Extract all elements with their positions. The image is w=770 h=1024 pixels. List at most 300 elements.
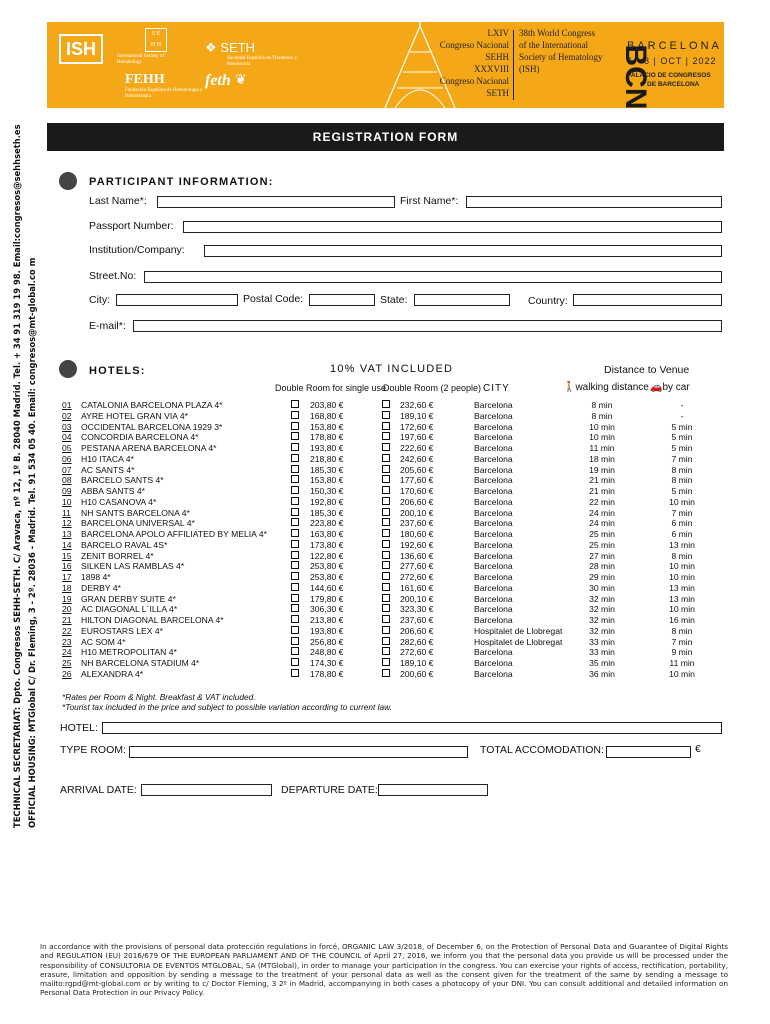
hotel-city: Barcelona bbox=[474, 550, 513, 561]
single-room-checkbox[interactable] bbox=[291, 432, 299, 440]
hotel-name: H10 CASANOVA 4* bbox=[81, 496, 157, 507]
single-room-checkbox[interactable] bbox=[291, 400, 299, 408]
double-price: 200,60 € bbox=[400, 668, 434, 679]
hotel-number: 07 bbox=[62, 464, 72, 475]
ish-subtitle: International Society of Hematology bbox=[117, 54, 165, 65]
hotel-name: AC SOM 4* bbox=[81, 636, 126, 647]
car-time: 10 min bbox=[669, 572, 695, 582]
arrival-date-field[interactable] bbox=[141, 784, 272, 796]
hotel-city: Barcelona bbox=[474, 475, 513, 486]
hotel-city: Barcelona bbox=[474, 518, 513, 529]
double-room-checkbox[interactable] bbox=[382, 411, 390, 419]
hotel-number: 22 bbox=[62, 625, 72, 636]
hotel-city: Barcelona bbox=[474, 410, 513, 421]
car-time: - bbox=[680, 400, 684, 410]
double-price: 206,60 € bbox=[400, 496, 434, 507]
car-time: 7 min bbox=[671, 507, 693, 518]
single-price: 193,80 € bbox=[310, 625, 344, 636]
hotel-number: 23 bbox=[62, 636, 72, 647]
country-field[interactable] bbox=[573, 294, 722, 306]
double-room-checkbox[interactable] bbox=[382, 454, 390, 462]
double-price: 170,60 € bbox=[400, 486, 434, 496]
double-room-checkbox[interactable] bbox=[382, 594, 390, 602]
car-time: 7 min bbox=[671, 636, 693, 647]
hotel-name: CATALONIA BARCELONA PLAZA 4* bbox=[81, 400, 223, 410]
hotel-name: BARCELONA APOLO AFFILIATED BY MELIA 4* bbox=[81, 529, 267, 539]
car-time: 8 min bbox=[671, 550, 693, 561]
hotel-city: Barcelona bbox=[474, 507, 513, 518]
hotel-name: BARCELO SANTS 4* bbox=[81, 475, 164, 486]
hotel-number: 19 bbox=[62, 593, 72, 604]
walk-time: 11 min bbox=[589, 443, 615, 453]
col-single-header: Double Room for single use bbox=[275, 383, 387, 393]
world-congress-line1: 38th World Congress bbox=[519, 28, 596, 38]
hotel-number: 20 bbox=[62, 604, 72, 615]
hotel-city: Barcelona bbox=[474, 486, 513, 496]
venue-line2: DE BARCELONA bbox=[647, 81, 700, 88]
hotel-number: 14 bbox=[62, 539, 72, 550]
city-label: BARCELONA bbox=[627, 40, 722, 52]
single-room-checkbox[interactable] bbox=[291, 497, 299, 505]
double-room-checkbox[interactable] bbox=[382, 465, 390, 473]
hotel-number: 03 bbox=[62, 421, 72, 432]
car-time: 6 min bbox=[671, 529, 693, 539]
hotel-number: 24 bbox=[62, 647, 72, 658]
double-room-checkbox[interactable] bbox=[382, 400, 390, 408]
hotel-name: HILTON DIAGONAL BARCELONA 4* bbox=[81, 615, 224, 625]
hotel-city: Barcelona bbox=[474, 615, 513, 625]
walk-time: 33 min bbox=[589, 636, 615, 647]
hotel-name: SILKEN LAS RAMBLAS 4* bbox=[81, 561, 185, 572]
hotel-number: 13 bbox=[62, 529, 72, 539]
total-accommodation-field[interactable] bbox=[606, 746, 691, 758]
single-room-checkbox[interactable] bbox=[291, 443, 299, 451]
city-field[interactable] bbox=[116, 294, 238, 306]
hotel-name: OCCIDENTAL BARCELONA 1929 3* bbox=[81, 421, 223, 432]
ish-logo: ISH bbox=[59, 34, 103, 64]
walk-time: 25 min bbox=[589, 539, 615, 550]
hotel-label: HOTEL: bbox=[60, 722, 98, 734]
single-price: 173,80 € bbox=[310, 539, 344, 550]
hotel-city: Barcelona bbox=[474, 453, 513, 464]
type-room-field[interactable] bbox=[129, 746, 468, 758]
hotel-name: AYRE HOTEL GRAN VIA 4* bbox=[81, 410, 188, 421]
walk-time: 21 min bbox=[589, 486, 615, 496]
email-field[interactable] bbox=[133, 320, 722, 332]
participant-heading: PARTICIPANT INFORMATION: bbox=[89, 176, 274, 188]
single-price: 253,80 € bbox=[310, 561, 344, 572]
car-time: 13 min bbox=[669, 582, 695, 593]
feth-logo: feth bbox=[205, 72, 231, 89]
institution-field[interactable] bbox=[204, 245, 722, 257]
congress-header bbox=[47, 22, 724, 108]
double-price: 272,60 € bbox=[400, 647, 434, 658]
single-room-checkbox[interactable] bbox=[291, 486, 299, 494]
car-time: 5 min bbox=[671, 421, 693, 432]
hotel-name: H10 METROPOLITAN 4* bbox=[81, 647, 177, 658]
hotel-city: Barcelona bbox=[474, 582, 513, 593]
double-price: 161,60 € bbox=[400, 582, 434, 593]
walk-time: 32 min bbox=[589, 625, 615, 636]
single-price: 122,80 € bbox=[310, 550, 344, 561]
walk-time: 32 min bbox=[589, 593, 615, 604]
bed-icon bbox=[59, 360, 77, 378]
departure-date-label: DEPARTURE DATE: bbox=[281, 784, 378, 796]
hotel-number: 17 bbox=[62, 572, 72, 582]
col-walk-label: walking distance bbox=[575, 382, 649, 393]
hotel-number: 15 bbox=[62, 550, 72, 561]
hotel-city: Barcelona bbox=[474, 421, 513, 432]
passport-label: Passport Number: bbox=[89, 220, 174, 232]
first-name-field[interactable] bbox=[466, 196, 722, 208]
col-double-header: Double Room (2 people) bbox=[383, 383, 482, 393]
double-room-checkbox[interactable] bbox=[382, 497, 390, 505]
double-price: 232,60 € bbox=[400, 400, 434, 410]
single-price: 253,80 € bbox=[310, 572, 344, 582]
hotel-city: Barcelona bbox=[474, 464, 513, 475]
single-price: 223,80 € bbox=[310, 518, 344, 529]
hotel-number: 10 bbox=[62, 496, 72, 507]
single-room-checkbox[interactable] bbox=[291, 518, 299, 526]
hotel-city: Barcelona bbox=[474, 443, 513, 453]
passport-field[interactable] bbox=[183, 221, 722, 233]
vat-included-label: 10% VAT INCLUDED bbox=[330, 363, 454, 375]
hotel-city: Barcelona bbox=[474, 561, 513, 572]
double-room-checkbox[interactable] bbox=[382, 508, 390, 516]
walk-time: 32 min bbox=[589, 604, 615, 615]
double-room-checkbox[interactable] bbox=[382, 626, 390, 634]
currency-symbol: € bbox=[695, 743, 701, 755]
hotel-number: 21 bbox=[62, 615, 72, 625]
fehh-logo: FEHH bbox=[125, 72, 165, 87]
hotel-city: Barcelona bbox=[474, 572, 513, 582]
single-price: 168,80 € bbox=[310, 410, 344, 421]
double-room-checkbox[interactable] bbox=[382, 561, 390, 569]
hotel-number: 04 bbox=[62, 432, 72, 443]
double-room-checkbox[interactable] bbox=[382, 647, 390, 655]
hotel-city: Hospitalet de Llobregat bbox=[474, 636, 563, 647]
total-accommodation-label: TOTAL ACCOMODATION: bbox=[480, 744, 604, 756]
last-name-field[interactable] bbox=[157, 196, 395, 208]
double-price: 189,10 € bbox=[400, 410, 434, 421]
single-price: 192,80 € bbox=[310, 496, 344, 507]
single-room-checkbox[interactable] bbox=[291, 551, 299, 559]
double-price: 189,10 € bbox=[400, 658, 434, 668]
hotel-field[interactable] bbox=[102, 722, 722, 734]
double-price: 277,60 € bbox=[400, 561, 434, 572]
hotel-number: 06 bbox=[62, 453, 72, 464]
double-room-checkbox[interactable] bbox=[382, 669, 390, 677]
car-time: 5 min bbox=[671, 486, 693, 496]
double-price: 200,10 € bbox=[400, 507, 434, 518]
single-room-checkbox[interactable] bbox=[291, 647, 299, 655]
hotel-number: 16 bbox=[62, 561, 72, 572]
hotel-name: ABBA SANTS 4* bbox=[81, 486, 146, 496]
single-room-checkbox[interactable] bbox=[291, 454, 299, 462]
double-room-checkbox[interactable] bbox=[382, 637, 390, 645]
double-price: 237,60 € bbox=[400, 518, 434, 529]
xxxviii-label: XXXVIII bbox=[474, 64, 509, 74]
walk-time: 8 min bbox=[591, 410, 613, 421]
single-price: 144,60 € bbox=[310, 582, 344, 593]
form-title: REGISTRATION FORM bbox=[47, 123, 724, 151]
hotel-city: Barcelona bbox=[474, 647, 513, 658]
single-price: 163,80 € bbox=[310, 529, 344, 539]
walk-time: 8 min bbox=[591, 400, 613, 410]
single-room-checkbox[interactable] bbox=[291, 626, 299, 634]
single-price: 178,80 € bbox=[310, 668, 344, 679]
car-icon: 🚗 bbox=[650, 382, 663, 393]
double-price: 200,10 € bbox=[400, 593, 434, 604]
single-room-checkbox[interactable] bbox=[291, 658, 299, 666]
single-price: 174,30 € bbox=[310, 658, 344, 668]
double-price: 242,60 € bbox=[400, 453, 434, 464]
feth-leaf-icon: ❦ bbox=[235, 73, 247, 88]
world-congress-line2: of the International bbox=[519, 40, 588, 50]
email-label: E-mail*: bbox=[89, 320, 126, 332]
car-time: 11 min bbox=[669, 658, 695, 668]
double-price: 180,60 € bbox=[400, 529, 434, 539]
single-price: 179,80 € bbox=[310, 593, 344, 604]
double-price: 192,60 € bbox=[400, 539, 434, 550]
type-room-label: TYPE ROOM: bbox=[60, 744, 126, 756]
double-room-checkbox[interactable] bbox=[382, 486, 390, 494]
technical-secretariat-text: TECHNICAL SECRETARIAT: Dpto. Congresos SEHH-SETH. C/ Aravaca, nº 12, 1º B. 28040 Madrid. Tel. + 34 91 319 19 98. Email:congresos@sehhseth.es bbox=[12, 124, 22, 828]
single-room-checkbox[interactable] bbox=[291, 604, 299, 612]
data-protection-notice: In accordance with the provisions of personal data protección regulations in forcé, ORGANIC LAW 3/2018, of December 6, on the Protection of Personal Data and Guarantee of Digital Rights and REGULATION (EU) 2016/679 OF THE EUROPEAN PARLIAMENT AND OF THE COUNCIL of April 27, 2016, we inform you that the personal data you provide us will be processed under the responsibility of CONSULTORIA DE EVENTOS MTGLOBAL, SA (MTGlobal), in order to manage your participation in the congress. You can exercise your rights of access, rectification, portability, erasure, limitation and opposition by sending a message to the treatment of your personal data as well as the consent given for the treatment of the same by sending a message to mailto:rgpd@mt-global.com or by writing to c/ Doctor Fleming, 3 2º in Madrid, accompanying in both cases a photocopy of your DNI. You can consult additional and detailed information on Personal Data Protection in our Privacy Policy. bbox=[40, 942, 728, 998]
double-price: 323,30 € bbox=[400, 604, 434, 615]
single-room-checkbox[interactable] bbox=[291, 465, 299, 473]
double-price: 206,60 € bbox=[400, 625, 434, 636]
walk-time: 24 min bbox=[589, 518, 615, 529]
car-time: 13 min bbox=[669, 593, 695, 604]
hotel-name: BARCELO RAVAL 4S* bbox=[81, 539, 168, 550]
hotel-number: 05 bbox=[62, 443, 72, 453]
car-time: 16 min bbox=[669, 615, 695, 625]
street-label: Street.No: bbox=[89, 270, 137, 282]
hotel-name: 1898 4* bbox=[81, 572, 111, 582]
hotel-name: CONCORDIA BARCELONA 4* bbox=[81, 432, 199, 443]
double-room-checkbox[interactable] bbox=[382, 475, 390, 483]
hotel-name: AC DIAGONAL L´ILLA 4* bbox=[81, 604, 178, 615]
double-price: 222,60 € bbox=[400, 443, 434, 453]
single-price: 213,80 € bbox=[310, 615, 344, 625]
hotel-number: 09 bbox=[62, 486, 72, 496]
bcn-monogram: BCN bbox=[619, 44, 652, 110]
car-time: 8 min bbox=[671, 464, 693, 475]
single-price: 150,30 € bbox=[310, 486, 344, 496]
single-room-checkbox[interactable] bbox=[291, 572, 299, 580]
hotel-name: GRAN DERBY SUITE 4* bbox=[81, 593, 176, 604]
car-time: 8 min bbox=[671, 625, 693, 636]
postal-code-field[interactable] bbox=[309, 294, 375, 306]
car-time: 5 min bbox=[671, 443, 693, 453]
col-car-label: by car bbox=[662, 382, 690, 393]
double-room-checkbox[interactable] bbox=[382, 529, 390, 537]
single-price: 153,80 € bbox=[310, 421, 344, 432]
walk-time: 36 min bbox=[589, 668, 615, 679]
lxiv-label: LXIV bbox=[487, 28, 509, 38]
single-price: 256,80 € bbox=[310, 636, 344, 647]
fehh-subtitle: Fundación Española de Hematología y Hemoterapia bbox=[125, 88, 203, 99]
world-congress-line4: (ISH) bbox=[519, 64, 540, 74]
hotel-city: Barcelona bbox=[474, 604, 513, 615]
congreso-nacional-sehh: Congreso Nacional bbox=[439, 40, 509, 50]
hotel-number: 26 bbox=[62, 668, 72, 679]
walk-time: 33 min bbox=[589, 647, 615, 658]
distance-to-venue-label: Distance to Venue bbox=[604, 364, 690, 376]
double-room-checkbox[interactable] bbox=[382, 572, 390, 580]
rates-note: *Rates per Room & Night. Breakfast & VAT included. bbox=[62, 692, 256, 702]
single-room-checkbox[interactable] bbox=[291, 540, 299, 548]
car-time: 8 min bbox=[671, 475, 693, 486]
congress-dates: 6 - 8 | OCT | 2022 bbox=[627, 56, 717, 66]
single-room-checkbox[interactable] bbox=[291, 422, 299, 430]
world-congress-line3: Society of Hematology bbox=[519, 52, 603, 62]
walk-time: 24 min bbox=[589, 507, 615, 518]
car-time: - bbox=[680, 410, 684, 421]
single-price: 218,80 € bbox=[310, 453, 344, 464]
double-room-checkbox[interactable] bbox=[382, 615, 390, 623]
double-price: 136,60 € bbox=[400, 550, 434, 561]
state-label: State: bbox=[380, 294, 408, 306]
car-time: 13 min bbox=[669, 539, 695, 550]
single-price: 248,80 € bbox=[310, 647, 344, 658]
single-room-checkbox[interactable] bbox=[291, 637, 299, 645]
single-price: 185,30 € bbox=[310, 464, 344, 475]
double-price: 272,60 € bbox=[400, 572, 434, 582]
double-room-checkbox[interactable] bbox=[382, 443, 390, 451]
double-room-checkbox[interactable] bbox=[382, 658, 390, 666]
congreso-nacional-seth: Congreso Nacional bbox=[439, 76, 509, 86]
hotel-city: Barcelona bbox=[474, 496, 513, 507]
tourist-tax-note: *Tourist tax included in the price and subject to possible variation according to current law. bbox=[62, 702, 392, 712]
single-room-checkbox[interactable] bbox=[291, 615, 299, 623]
car-time: 9 min bbox=[671, 647, 693, 658]
hotel-name: ALEXANDRA 4* bbox=[81, 668, 144, 679]
hotel-name: BARCELONA UNIVERSAL 4* bbox=[81, 518, 195, 529]
double-price: 177,60 € bbox=[400, 475, 434, 486]
hotel-city: Barcelona bbox=[474, 529, 513, 539]
double-price: 172,60 € bbox=[400, 421, 434, 432]
single-room-checkbox[interactable] bbox=[291, 475, 299, 483]
walk-time: 21 min bbox=[589, 475, 615, 486]
single-price: 203,80 € bbox=[310, 400, 344, 410]
seth-label: SETH bbox=[486, 88, 509, 98]
last-name-label: Last Name*: bbox=[89, 195, 147, 207]
hotel-name: H10 ITACA 4* bbox=[81, 453, 134, 464]
single-room-checkbox[interactable] bbox=[291, 669, 299, 677]
header-divider bbox=[513, 30, 514, 100]
single-price: 306,30 € bbox=[310, 604, 344, 615]
double-room-checkbox[interactable] bbox=[382, 540, 390, 548]
walk-time: 28 min bbox=[589, 561, 615, 572]
qr-code-icon bbox=[59, 172, 77, 190]
hotel-number: 08 bbox=[62, 475, 72, 486]
single-room-checkbox[interactable] bbox=[291, 508, 299, 516]
walk-time: 25 min bbox=[589, 529, 615, 539]
car-time: 10 min bbox=[669, 604, 695, 615]
car-time: 5 min bbox=[671, 432, 693, 443]
double-price: 205,60 € bbox=[400, 464, 434, 475]
hotel-number: 18 bbox=[62, 582, 72, 593]
hotel-name: NH SANTS BARCELONA 4* bbox=[81, 507, 190, 518]
seth-subtitle: Sociedad Española de Trombosis y Hemostasia bbox=[227, 56, 297, 67]
country-label: Country: bbox=[528, 295, 568, 307]
institution-label: Institution/Company: bbox=[89, 244, 185, 256]
double-price: 197,60 € bbox=[400, 432, 434, 443]
walk-time: 29 min bbox=[589, 572, 615, 582]
double-room-checkbox[interactable] bbox=[382, 432, 390, 440]
official-housing-text: OFFICIAL HOUSING: MTGlobal C/ Dr. Fleming, 3 - 2º. 28036 - Madrid. Tel. 91 534 05 40. Email: congresos@mt-global.co m bbox=[27, 257, 37, 828]
double-room-checkbox[interactable] bbox=[382, 551, 390, 559]
car-time: 7 min bbox=[671, 453, 693, 464]
seth-leaf-icon: ❖ bbox=[205, 40, 217, 55]
street-field[interactable] bbox=[144, 271, 722, 283]
single-price: 185,30 € bbox=[310, 507, 344, 518]
first-name-label: First Name*: bbox=[400, 195, 459, 207]
walk-time: 19 min bbox=[589, 464, 615, 475]
sehh-label: SEHH bbox=[485, 52, 509, 62]
hotel-name: DERBY 4* bbox=[81, 582, 121, 593]
double-price: 237,60 € bbox=[400, 615, 434, 625]
hotel-name: ZENIT BORREL 4* bbox=[81, 550, 154, 561]
car-time: 10 min bbox=[669, 496, 695, 507]
hotels-heading: HOTELS: bbox=[89, 365, 146, 377]
walk-time: 10 min bbox=[589, 421, 615, 432]
double-room-checkbox[interactable] bbox=[382, 422, 390, 430]
single-room-checkbox[interactable] bbox=[291, 529, 299, 537]
postal-code-label: Postal Code: bbox=[243, 293, 304, 305]
arrival-date-label: ARRIVAL DATE: bbox=[60, 784, 137, 796]
col-city-header: CITY bbox=[483, 383, 510, 394]
double-room-checkbox[interactable] bbox=[382, 518, 390, 526]
walk-time: 10 min bbox=[589, 432, 615, 443]
departure-date-field[interactable] bbox=[378, 784, 488, 796]
single-price: 153,80 € bbox=[310, 475, 344, 486]
walk-time: 22 min bbox=[589, 496, 615, 507]
double-room-checkbox[interactable] bbox=[382, 604, 390, 612]
single-room-checkbox[interactable] bbox=[291, 583, 299, 591]
single-price: 193,80 € bbox=[310, 443, 344, 453]
walking-icon: 🚶 bbox=[563, 382, 576, 393]
state-field[interactable] bbox=[414, 294, 510, 306]
hotel-city: Barcelona bbox=[474, 593, 513, 604]
hotel-city: Barcelona bbox=[474, 432, 513, 443]
hotel-city: Hospitalet de Llobregat bbox=[474, 625, 563, 636]
venue-line1: PALACIO DE CONGRESOS bbox=[627, 72, 711, 79]
hotel-name: EUROSTARS LEX 4* bbox=[81, 625, 163, 636]
hotel-city: Barcelona bbox=[474, 668, 513, 679]
car-time: 6 min bbox=[671, 518, 693, 529]
single-room-checkbox[interactable] bbox=[291, 561, 299, 569]
hotel-city: Barcelona bbox=[474, 400, 513, 410]
hotel-city: Barcelona bbox=[474, 658, 513, 668]
walk-time: 27 min bbox=[589, 550, 615, 561]
car-time: 10 min bbox=[669, 561, 695, 572]
hotel-name: AC SANTS 4* bbox=[81, 464, 135, 475]
hotel-number: 11 bbox=[62, 507, 71, 518]
single-room-checkbox[interactable] bbox=[291, 411, 299, 419]
hotel-number: 25 bbox=[62, 658, 72, 668]
hotel-number: 01 bbox=[62, 400, 72, 410]
col-walk-header bbox=[563, 382, 649, 393]
single-room-checkbox[interactable] bbox=[291, 594, 299, 602]
city-field-label: City: bbox=[89, 294, 110, 306]
double-room-checkbox[interactable] bbox=[382, 583, 390, 591]
seth-name: SETH bbox=[220, 40, 255, 55]
hotel-name: NH BARCELONA STADIUM 4* bbox=[81, 658, 200, 668]
